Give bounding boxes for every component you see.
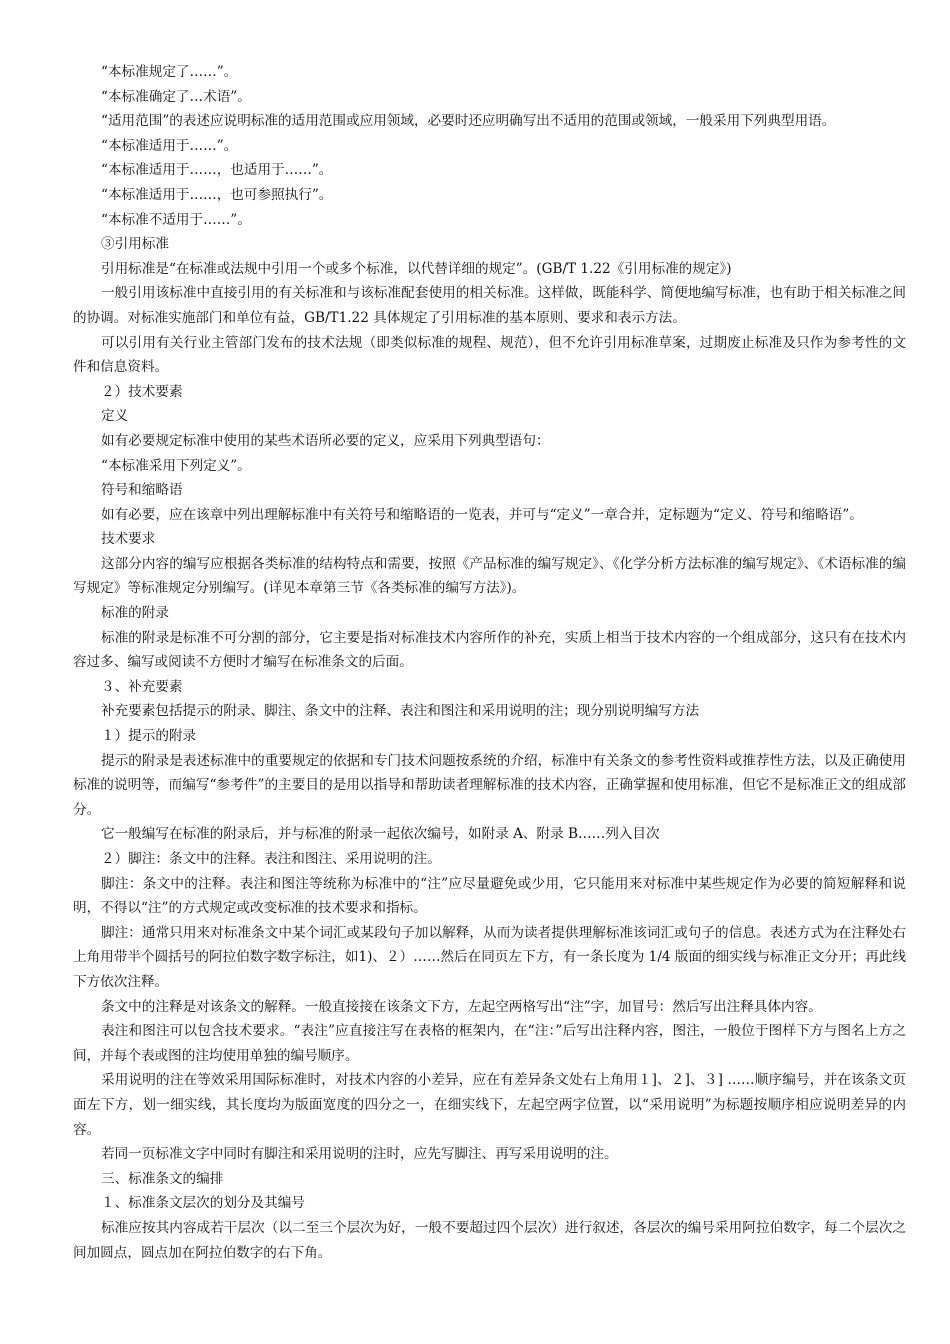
paragraph: “适用范围”的表述应说明标准的适用范围或应用领域，必要时还应明确写出不适用的范围或领域，一般采用下列典型用语。 [101,113,836,130]
paragraph: 它一般编写在标准的附录后，并与标准的附录一起依次编号，如附录 A、附录 B……列入目次 [101,826,660,843]
paragraph: 这部分内容的编写应根据各类标准的结构特点和需要，按照《产品标准的编写规定》、《化学分析方法标准的编写规定》、《术语标准的编写规定》等标准规定分别编写。(详见本章第三节《各类标准的编写方法》)。 [73,555,906,597]
paragraph: “本标准适用于……”。 [101,137,238,154]
paragraph: 若同一页标准文字中同时有脚注和采用说明的注时，应先写脚注、再写采用说明的注。 [101,1146,618,1163]
paragraph: “本标准确定了…术语”。 [101,88,251,105]
paragraph: 补充要素包括提示的附录、脚注、条文中的注释、表注和图注和采用说明的注；现分别说明编写方法 [101,703,700,720]
paragraph: “本标准适用于……，也可参照执行”。 [101,186,333,203]
paragraph: 标准的附录是标准不可分割的部分，它主要是指对标准技术内容所作的补充，实质上相当于技术内容的一个组成部分，这只有在技术内容过多、编写或阅读不方便时才编写在标准条文的后面。 [73,629,906,671]
section-heading: 三、标准条文的编排 [101,1170,224,1187]
section-heading: ２）技术要素 [101,383,183,400]
section-heading: 标准的附录 [101,605,169,622]
section-heading: ３、补充要素 [101,678,183,695]
paragraph: 脚注：条文中的注释。表注和图注等统称为标准中的“注”应尽量避免或少用，它只能用来对标准中某些规定作为必要的简短解释和说明，不得以“注”的方式规定或改变标准的技术要求和指标。 [73,875,906,917]
paragraph: 如有必要，应在该章中列出理解标准中有关符号和缩略语的一览表，并可与“定义”一章合并，定标题为“定义、符号和缩略语”。 [101,506,863,523]
paragraph: 引用标准是“在标准或法规中引用一个或多个标准，以代替详细的规定”。(GB/T 1.22《引用标准的规定》) [101,260,732,277]
section-heading: ２）脚注：条文中的注释。表注和图注、采用说明的注。 [101,851,441,867]
section-heading: 符号和缩略语 [101,482,183,499]
section-heading: ③引用标准 [101,236,169,253]
section-heading: 技术要求 [101,531,156,548]
paragraph: “本标准规定了……”。 [101,64,238,80]
paragraph: 采用说明的注在等效采用国际标准时，对技术内容的小差异，应在有差异条文处右上角用１]、２]、３] ……顺序编号，并在该条文页面左下方，划一细实线，其长度均为版面宽度的四分之一，在细实线下，左起空两字位置，以“采用说明”为标题按顺序相应说明差异的内容。 [73,1072,906,1138]
paragraph: “本标准采用下列定义”。 [101,457,251,474]
paragraph: 表注和图注可以包含技术要求。“表注”应直接注写在表格的框架内，在“注：”后写出注释内容，图注，一般位于图样下方与图名上方之间，并每个表或图的注均使用单独的编号顺序。 [73,1023,906,1064]
paragraph: 条文中的注释是对该条文的解释。一般直接接在该条文下方，左起空两格写出“注”字，加冒号：然后写出注释具体内容。 [101,998,822,1015]
paragraph: 可以引用有关行业主管部门发布的技术法规（即类似标准的规程、规范），但不允许引用标准草案，过期废止标准及只作为参考性的文件和信息资料。 [73,334,906,376]
paragraph: 如有必要规定标准中使用的某些术语所必要的定义，应采用下列典型语句： [101,432,550,449]
paragraph: 一般引用该标准中直接引用的有关标准和与该标准配套使用的相关标准。这样做，既能科学、简便地编写标准，也有助于相关标准之间的协调。对标准实施部门和单位有益，GB/T1.22 具体规定了引用标准的基本原则、要求和表示方法。 [73,285,906,326]
section-heading: １、标准条文层次的划分及其编号 [101,1195,305,1212]
paragraph: “本标准适用于……，也适用于……”。 [101,162,333,179]
paragraph: 标准应按其内容成若干层次（以二至三个层次为好，一般不要超过四个层次）进行叙述，各层次的编号采用阿拉伯数字，每二个层次之间加圆点，圆点加在阿拉伯数字的右下角。 [73,1219,906,1261]
paragraph: 脚注：通常只用来对标准条文中某个词汇或某段句子加以解释，从而为读者提供理解标准该词汇或句子的信息。表述方式为在注释处右上角用带半个圆括号的阿拉伯数字数字标注，如1)、２）……然后在同页左下方，有一条长度为 1/4 版面的细实线与标准正文分开；再此线下方依次注释。 [73,924,906,990]
paragraph: 提示的附录是表述标准中的重要规定的依据和专门技术问题按系统的介绍，标准中有关条文的参考性资料或推荐性方法，以及正确使用标准的说明等，而编写“参考件”的主要目的是用以指导和帮助读者理解标准的技术内容，正确掌握和使用标准，但它不是标准正文的组成部分。 [73,752,906,818]
paragraph: “本标准不适用于……”。 [101,211,251,228]
section-heading: １）提示的附录 [101,728,197,745]
section-heading: 定义 [101,408,129,425]
